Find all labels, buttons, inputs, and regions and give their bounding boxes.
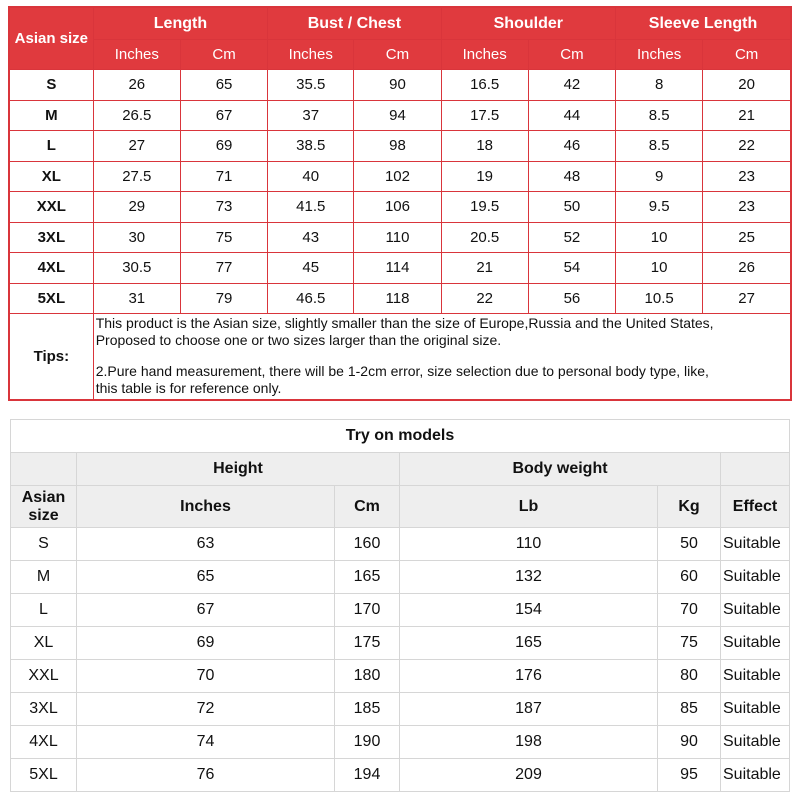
measurement-cell: 41.5 xyxy=(268,192,354,223)
measurement-cell: 22 xyxy=(703,131,791,162)
height-cm-cell: 194 xyxy=(335,759,400,792)
measurement-cell: 20.5 xyxy=(441,222,528,253)
weight-kg-cell: 70 xyxy=(658,594,721,627)
height-cm-cell: 175 xyxy=(335,627,400,660)
height-inches-cell: 65 xyxy=(77,561,335,594)
height-header: Height xyxy=(77,453,400,486)
tip-line: Proposed to choose one or two sizes larger than the original size. xyxy=(95,331,502,348)
height-inches-cell: 72 xyxy=(77,693,335,726)
weight-kg-cell: 95 xyxy=(658,759,721,792)
tip-line: 2.Pure hand measurement, there will be 1-2cm error, size selection due to personal body type, like, xyxy=(95,363,709,379)
effect-cell: Suitable xyxy=(721,627,790,660)
tips-text xyxy=(93,314,791,401)
measurement-cell: 40 xyxy=(268,161,354,192)
blank-header-cell xyxy=(721,453,790,486)
model-row xyxy=(11,561,790,594)
measurement-cell: 10 xyxy=(616,253,703,284)
size-label: 4XL xyxy=(9,253,93,284)
measurement-cell: 102 xyxy=(354,161,441,192)
measurement-cell: 23 xyxy=(703,192,791,223)
model-size-cell: S xyxy=(11,528,77,561)
measurement-cell: 19 xyxy=(441,161,528,192)
height-inches-cell: 74 xyxy=(77,726,335,759)
effect-cell: Suitable xyxy=(721,660,790,693)
measurement-cell: 9 xyxy=(616,161,703,192)
measurement-cell: 90 xyxy=(354,70,441,101)
size-label: XXL xyxy=(9,192,93,223)
height-inches-cell: 67 xyxy=(77,594,335,627)
weight-lb-cell: 154 xyxy=(400,594,658,627)
measurement-cell: 73 xyxy=(180,192,267,223)
model-row xyxy=(11,594,790,627)
model-row xyxy=(11,627,790,660)
unit-header-cm: Cm xyxy=(354,40,441,70)
measurement-cell: 69 xyxy=(180,131,267,162)
model-row xyxy=(11,660,790,693)
measurement-cell: 19.5 xyxy=(441,192,528,223)
measurement-cell: 22 xyxy=(441,283,528,314)
size-row xyxy=(9,100,791,131)
tip-line: This product is the Asian size, slightly smaller than the size of Europe,Russia and the United States, xyxy=(95,315,714,331)
size-chart-body xyxy=(9,70,791,314)
effect-cell: Suitable xyxy=(721,726,790,759)
measurement-cell: 17.5 xyxy=(441,100,528,131)
size-chart-group-header xyxy=(9,7,791,40)
weight-lb-cell: 176 xyxy=(400,660,658,693)
effect-cell: Suitable xyxy=(721,594,790,627)
size-label: 5XL xyxy=(9,283,93,314)
weight-lb-cell: 165 xyxy=(400,627,658,660)
measurement-cell: 118 xyxy=(354,283,441,314)
measurement-cell: 30.5 xyxy=(93,253,180,284)
size-chart-table xyxy=(8,6,792,401)
height-cm-cell: 180 xyxy=(335,660,400,693)
measurement-cell: 30 xyxy=(93,222,180,253)
measurement-cell: 77 xyxy=(180,253,267,284)
measurement-cell: 10 xyxy=(616,222,703,253)
unit-header-inches: Inches xyxy=(268,40,354,70)
lb-header: Lb xyxy=(400,486,658,528)
size-label: L xyxy=(9,131,93,162)
measurement-cell: 35.5 xyxy=(268,70,354,101)
weight-kg-cell: 85 xyxy=(658,693,721,726)
weight-lb-cell: 198 xyxy=(400,726,658,759)
weight-kg-cell: 50 xyxy=(658,528,721,561)
model-row xyxy=(11,693,790,726)
height-cm-cell: 185 xyxy=(335,693,400,726)
weight-kg-cell: 75 xyxy=(658,627,721,660)
measurement-cell: 25 xyxy=(703,222,791,253)
measurement-cell: 45 xyxy=(268,253,354,284)
size-label: 3XL xyxy=(9,222,93,253)
unit-header-inches: Inches xyxy=(93,40,180,70)
measurement-cell: 29 xyxy=(93,192,180,223)
model-size-cell: 3XL xyxy=(11,693,77,726)
height-cm-cell: 170 xyxy=(335,594,400,627)
height-cm-cell: 160 xyxy=(335,528,400,561)
size-label: XL xyxy=(9,161,93,192)
unit-header-inches: Inches xyxy=(616,40,703,70)
size-row xyxy=(9,283,791,314)
measurement-cell: 110 xyxy=(354,222,441,253)
measurement-cell: 38.5 xyxy=(268,131,354,162)
tip-line: this table is for reference only. xyxy=(95,379,282,396)
cm-header: Cm xyxy=(335,486,400,528)
measurement-cell: 26 xyxy=(93,70,180,101)
effect-cell: Suitable xyxy=(721,561,790,594)
measurement-cell: 26.5 xyxy=(93,100,180,131)
measurement-cell: 54 xyxy=(528,253,615,284)
model-size-cell: XXL xyxy=(11,660,77,693)
weight-kg-cell: 60 xyxy=(658,561,721,594)
measurement-cell: 56 xyxy=(528,283,615,314)
measurement-cell: 31 xyxy=(93,283,180,314)
tips-row xyxy=(9,314,791,401)
size-row xyxy=(9,161,791,192)
try-on-models-table xyxy=(10,419,790,792)
height-inches-cell: 69 xyxy=(77,627,335,660)
measurement-cell: 8 xyxy=(616,70,703,101)
kg-header: Kg xyxy=(658,486,721,528)
measurement-cell: 16.5 xyxy=(441,70,528,101)
measurement-cell: 21 xyxy=(703,100,791,131)
measurement-cell: 98 xyxy=(354,131,441,162)
size-chart-unit-header xyxy=(9,40,791,70)
tips-label: Tips: xyxy=(9,314,93,401)
measurement-cell: 10.5 xyxy=(616,283,703,314)
measurement-cell: 27.5 xyxy=(93,161,180,192)
asian-size-header: Asian size xyxy=(11,486,77,528)
measurement-cell: 27 xyxy=(93,131,180,162)
measurement-cell: 43 xyxy=(268,222,354,253)
measurement-cell: 42 xyxy=(528,70,615,101)
unit-header-cm: Cm xyxy=(703,40,791,70)
weight-kg-cell: 80 xyxy=(658,660,721,693)
measurement-cell: 75 xyxy=(180,222,267,253)
bust-chest-header: Bust / Chest xyxy=(268,7,441,40)
model-row xyxy=(11,759,790,792)
asian-size-header: Asian size xyxy=(9,7,93,70)
measurement-cell: 37 xyxy=(268,100,354,131)
unit-header-inches: Inches xyxy=(441,40,528,70)
weight-kg-cell: 90 xyxy=(658,726,721,759)
size-label: S xyxy=(9,70,93,101)
sleeve-length-header: Sleeve Length xyxy=(616,7,791,40)
height-cm-cell: 190 xyxy=(335,726,400,759)
measurement-cell: 52 xyxy=(528,222,615,253)
length-header: Length xyxy=(93,7,267,40)
measurement-cell: 67 xyxy=(180,100,267,131)
height-cm-cell: 165 xyxy=(335,561,400,594)
measurement-cell: 94 xyxy=(354,100,441,131)
effect-cell: Suitable xyxy=(721,528,790,561)
unit-header-cm: Cm xyxy=(180,40,267,70)
shoulder-header: Shoulder xyxy=(441,7,615,40)
size-row xyxy=(9,222,791,253)
measurement-cell: 114 xyxy=(354,253,441,284)
effect-cell: Suitable xyxy=(721,693,790,726)
model-size-cell: XL xyxy=(11,627,77,660)
height-inches-cell: 63 xyxy=(77,528,335,561)
measurement-cell: 71 xyxy=(180,161,267,192)
body-weight-header: Body weight xyxy=(400,453,721,486)
measurement-cell: 27 xyxy=(703,283,791,314)
measurement-cell: 65 xyxy=(180,70,267,101)
models-table-title: Try on models xyxy=(11,420,790,453)
measurement-cell: 106 xyxy=(354,192,441,223)
measurement-cell: 18 xyxy=(441,131,528,162)
model-size-cell: 4XL xyxy=(11,726,77,759)
measurement-cell: 48 xyxy=(528,161,615,192)
measurement-cell: 46.5 xyxy=(268,283,354,314)
size-row xyxy=(9,70,791,101)
inches-header: Inches xyxy=(77,486,335,528)
weight-lb-cell: 110 xyxy=(400,528,658,561)
model-row xyxy=(11,726,790,759)
measurement-cell: 79 xyxy=(180,283,267,314)
measurement-cell: 26 xyxy=(703,253,791,284)
models-table-body xyxy=(11,528,790,792)
size-row xyxy=(9,192,791,223)
model-size-cell: 5XL xyxy=(11,759,77,792)
size-label: M xyxy=(9,100,93,131)
model-row xyxy=(11,528,790,561)
model-size-cell: L xyxy=(11,594,77,627)
measurement-cell: 23 xyxy=(703,161,791,192)
measurement-cell: 9.5 xyxy=(616,192,703,223)
measurement-cell: 21 xyxy=(441,253,528,284)
height-inches-cell: 70 xyxy=(77,660,335,693)
blank-header-cell xyxy=(11,453,77,486)
size-row xyxy=(9,131,791,162)
measurement-cell: 50 xyxy=(528,192,615,223)
weight-lb-cell: 187 xyxy=(400,693,658,726)
measurement-cell: 8.5 xyxy=(616,131,703,162)
unit-header-cm: Cm xyxy=(528,40,615,70)
weight-lb-cell: 209 xyxy=(400,759,658,792)
measurement-cell: 46 xyxy=(528,131,615,162)
measurement-cell: 44 xyxy=(528,100,615,131)
measurement-cell: 8.5 xyxy=(616,100,703,131)
model-size-cell: M xyxy=(11,561,77,594)
size-row xyxy=(9,253,791,284)
measurement-cell: 20 xyxy=(703,70,791,101)
height-inches-cell: 76 xyxy=(77,759,335,792)
effect-cell: Suitable xyxy=(721,759,790,792)
effect-header: Effect xyxy=(721,486,790,528)
weight-lb-cell: 132 xyxy=(400,561,658,594)
